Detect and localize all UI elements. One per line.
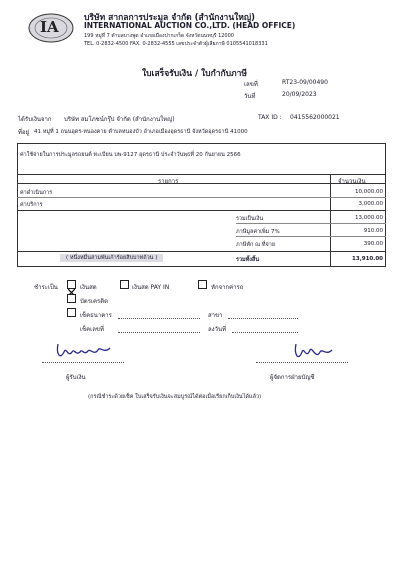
company-name-en: INTERNATIONAL AUCTION CO.,LTD. (HEAD OFFICE) [84,21,296,30]
receiver-signature [52,336,122,364]
row-amount: 10,000.00 [355,189,383,195]
cash-checkbox[interactable] [67,280,76,289]
tax-id-value: 0415562000021 [290,114,340,121]
deduct-checkbox[interactable] [198,280,207,289]
vat-label: ภาษีมูลค่าเพิ่ม 7% [236,229,280,235]
received-from-label: ได้รับเงินจาก [18,116,52,123]
doc-date-label: วันที่ [244,93,256,100]
row-item: ค่าดำเนินการ [20,190,53,196]
item-description: ค่าใช้จ่ายในการประมูลรถยนต์ ทะเบียน บพ-9127 อุดรธานี ประจำวันพุธที่ 20 กันยายน 2566 [20,152,241,158]
company-logo [28,13,74,43]
column-header-amount: จำนวนเงิน [338,178,366,185]
withholding-label: ภาษีหัก ณ ที่จ่าย [236,242,276,248]
customer-address: 41 หมู่ที่ 1 ถนนอุดร-หนองคาย ตำบลหนองบัว อำเภอเมืองอุดรธานี จังหวัดอุดรธานี 41000 [34,129,248,135]
tax-id-label: TAX ID : [258,114,282,121]
withholding-value: 390.00 [363,241,383,247]
cash-label: เงินสด [80,284,97,291]
row-item: ค่าบริการ [20,202,43,208]
doc-date-value: 20/09/2023 [282,91,317,98]
logo-text: IA [40,18,59,36]
doc-no-value: RT23-09/00490 [282,79,328,86]
cheque-date-label: ลงวันที่ [208,326,227,333]
company-name-th: บริษัท สากลการประมูล จำกัด (สำนักงานใหญ่) [84,13,256,23]
grand-total-label: รวมทั้งสิ้น [236,257,260,263]
subtotal-label: รวมเป็นเงิน [236,216,264,222]
credit-card-checkbox[interactable] [67,294,76,303]
credit-card-label: บัตรเครดิต [80,298,109,305]
deduct-label: หักจากค่ารถ [211,284,244,291]
document-title: ใบเสร็จรับเงิน / ใบกำกับภาษี [142,69,248,79]
cheque-checkbox[interactable] [67,308,76,317]
subtotal-value: 13,000.00 [355,215,383,221]
cheque-no-label: เช็คเลขที่ [80,326,104,333]
company-contact: TEL. 0-2832-4500 FAX. 0-2832-4555 เลขประจำตัวผู้เสียภาษี 0105541018331 [84,41,268,47]
column-header-item: รายการ [158,178,179,185]
grand-total-value: 13,910.00 [352,256,383,262]
amount-in-words: ( หนึ่งหมื่นสามพันเก้าร้อยสิบบาทถ้วน ) [60,254,163,262]
vat-value: 910.00 [363,228,383,234]
payin-label: เงินสด PAY IN [132,284,170,291]
row-amount: 3,000.00 [358,201,383,207]
company-address: 199 หมู่ที่ 7 ตำบลบางพูด อำเภอเมืองปากเกร็ด จังหวัดนนทบุรี 12000 [84,33,234,39]
cheque-bank-label: เช็คธนาคาร [80,312,112,319]
doc-no-label: เลขที่ [244,81,258,88]
customer-name: บริษัท สมโภชน์กรุ๊ป จำกัด (สำนักงานใหญ่) [64,116,175,123]
branch-label: สาขา [208,312,223,319]
footer-note: (กรณีชำระด้วยเช็ค ใบเสร็จรับเงินจะสมบูรณ์ได้ต่อเมื่อเรียกเก็บเงินได้แล้ว) [88,394,262,400]
payment-label: ชำระเป็น [34,284,58,291]
authorized-label: ผู้จัดการฝ่ายบัญชี [270,374,315,381]
payin-checkbox[interactable] [120,280,129,289]
receiver-label: ผู้รับเงิน [66,374,86,381]
address-label: ที่อยู่ [18,129,30,136]
